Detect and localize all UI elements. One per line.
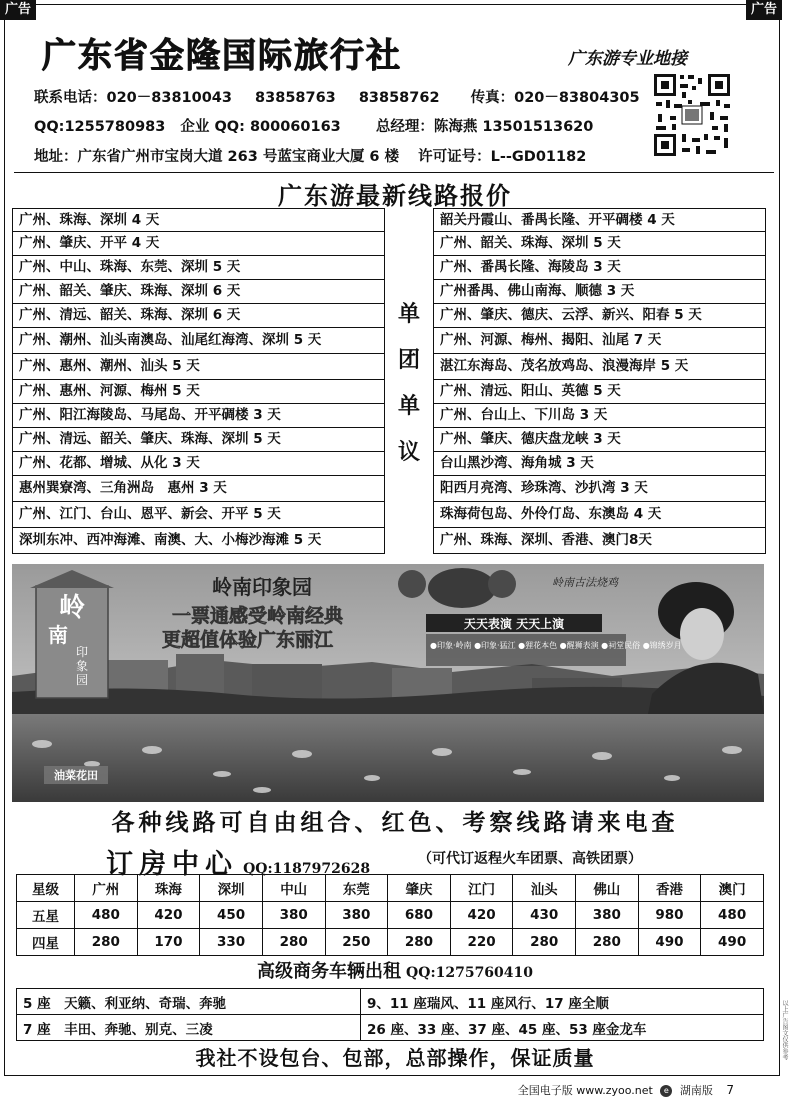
hotel-cell: 280 [513, 929, 576, 956]
hotel-cell: 220 [450, 929, 513, 956]
route-row: 广州、珠海、深圳 4 天 [12, 208, 385, 232]
route-row: 广州、惠州、河源、梅州 5 天 [12, 380, 385, 404]
hotel-cell: 490 [701, 929, 764, 956]
hotel-header-cell: 中山 [262, 875, 325, 902]
route-row: 深圳东冲、西冲海滩、南澳、大、小梅沙海滩 5 天 [12, 528, 385, 554]
routes-left-column [12, 208, 385, 554]
footer-logo-icon: e [660, 1085, 672, 1097]
route-row: 广州、肇庆、德庆盘龙峡 3 天 [433, 428, 766, 452]
hotel-cell: 680 [388, 902, 451, 929]
route-row: 广州、韶关、肇庆、珠海、深圳 6 天 [12, 280, 385, 304]
route-row: 广州、清远、韶关、肇庆、珠海、深圳 5 天 [12, 428, 385, 452]
hotel-header-cell: 星级 [17, 875, 75, 902]
hotel-header-cell: 汕头 [513, 875, 576, 902]
route-row: 广州、韶关、珠海、深圳 5 天 [433, 232, 766, 256]
route-row: 广州、中山、珠海、东莞、深圳 5 天 [12, 256, 385, 280]
hotel-cell: 480 [75, 902, 138, 929]
footer-site[interactable]: www.zyoo.net [576, 1084, 653, 1097]
hotel-cell: 380 [576, 902, 639, 929]
hotel-header-cell: 肇庆 [388, 875, 451, 902]
route-row: 广州、肇庆、开平 4 天 [12, 232, 385, 256]
contact-qq-line [34, 115, 593, 136]
qq-number: QQ:1255780983 [34, 119, 166, 135]
car-cell: 9、11 座瑞风、11 座风行、17 座全顺 [361, 989, 764, 1015]
price-label-char: 议 [397, 440, 420, 465]
tower-char: 象 [75, 659, 89, 673]
company-slogan: 广东游专业地接 [568, 49, 687, 69]
car-row [17, 989, 764, 1015]
banner-tagline-1: 一票通感受岭南经典 [172, 605, 344, 627]
route-row: 台山黑沙湾、海角城 3 天 [433, 452, 766, 476]
car-cell: 5 座 天籁、利亚纳、奇瑞、奔驰 [17, 989, 361, 1015]
hotel-qq: QQ:1187972628 [243, 861, 371, 877]
tower-char: 园 [75, 673, 89, 687]
banner-badge: 岭南古法烧鸡 [552, 576, 618, 589]
price-negotiable-label [385, 208, 433, 560]
contact-address-line [34, 145, 586, 166]
banner-tagline-2: 更超值体验广东丽江 [162, 629, 334, 651]
manager: 总经理：陈海燕 13501513620 [375, 119, 594, 135]
route-row: 广州、江门、台山、恩平、新会、开平 5 天 [12, 502, 385, 528]
footer-region: 湖南版 [679, 1084, 713, 1097]
fax-label: 传真： [470, 90, 515, 106]
hotel-cell: 330 [200, 929, 263, 956]
hotel-price-table [16, 874, 764, 956]
route-row: 广州、清远、阳山、英德 5 天 [433, 380, 766, 404]
car-cell: 26 座、33 座、37 座、45 座、53 座金龙车 [361, 1015, 764, 1041]
hotel-cell: 280 [262, 929, 325, 956]
hotel-header-cell: 香港 [638, 875, 701, 902]
car-row [17, 1015, 764, 1041]
ad-tag-left: 广告 [0, 0, 36, 20]
hotel-cell: 380 [325, 902, 388, 929]
route-row: 惠州巽寮湾、三角洲岛 惠州 3 天 [12, 476, 385, 502]
route-row: 广州、阳江海陵岛、马尾岛、开平碉楼 3 天 [12, 404, 385, 428]
lingnan-park-advertisement-image [12, 564, 764, 802]
tower-char: 印 [75, 645, 89, 659]
price-label-char: 单 [397, 302, 420, 327]
route-row: 广州、番禺长隆、海陵岛 3 天 [433, 256, 766, 280]
route-row: 广州、清远、韶关、珠海、深圳 6 天 [12, 304, 385, 328]
route-row: 广州、肇庆、德庆、云浮、新兴、阳春 5 天 [433, 304, 766, 328]
route-row: 广州、惠州、潮州、汕头 5 天 [12, 354, 385, 380]
hotel-header-cell: 东莞 [325, 875, 388, 902]
license: 许可证号：L--GD01182 [418, 149, 587, 165]
hotel-header-cell: 澳门 [701, 875, 764, 902]
car-cell: 7 座 丰田、奔驰、别克、三凌 [17, 1015, 361, 1041]
car-rental-header [0, 957, 790, 983]
footer-edition: 全国电子版 [517, 1084, 573, 1097]
hotel-cell: 280 [388, 929, 451, 956]
route-row: 广州、花都、增城、从化 3 天 [12, 452, 385, 476]
hotel-header-cell: 佛山 [576, 875, 639, 902]
header-divider [14, 172, 774, 173]
hotel-cell: 170 [137, 929, 200, 956]
hotel-cell: 五星 [17, 902, 75, 929]
price-label-char: 单 [397, 394, 420, 419]
hotel-cell: 430 [513, 902, 576, 929]
banner-flower-label: 油菜花田 [54, 769, 98, 782]
hotel-header-row [17, 875, 764, 902]
car-rental-title: 高级商务车辆出租 [256, 961, 401, 982]
enterprise-qq: 企业 QQ: 800060163 [180, 119, 341, 135]
tower-char: 南 [48, 623, 68, 647]
hotel-cell: 280 [75, 929, 138, 956]
hotel-cell: 380 [262, 902, 325, 929]
combo-route-note: 各种线路可自由组合、红色、考察线路请来电查 [111, 810, 679, 836]
price-label-char: 团 [397, 348, 420, 373]
contact-phone-line [34, 86, 640, 107]
hotel-cell: 280 [576, 929, 639, 956]
hotel-header-cell: 珠海 [137, 875, 200, 902]
fax-number: 020－83804305 [514, 90, 640, 106]
hotel-cell: 490 [638, 929, 701, 956]
phone-main: 020－83810043 [106, 90, 232, 106]
route-row: 珠海荷包岛、外伶仃岛、东澳岛 4 天 [433, 502, 766, 528]
tower-char: 岭 [58, 593, 86, 623]
car-rental-qq: QQ:1275760410 [406, 965, 534, 981]
side-disclaimer: 以上广告图文仅供参考 [781, 1000, 788, 1060]
hotel-header-cell: 深圳 [200, 875, 263, 902]
address: 地址：广东省广州市宝岗大道 263 号蓝宝商业大厦 6 楼 [34, 149, 400, 165]
banner-brand: 岭南印象园 [212, 575, 312, 599]
qr-code-icon[interactable] [652, 72, 732, 158]
phone-label: 联系电话： [34, 90, 107, 106]
routes-table [12, 208, 766, 560]
quality-slogan: 我社不设包台、包部，总部操作，保证质量 [195, 1046, 595, 1070]
hotel-cell: 480 [701, 902, 764, 929]
ad-tag-right: 广告 [746, 0, 782, 20]
phone-3: 83858762 [358, 90, 440, 106]
hotel-title: 订房中心 [106, 849, 238, 880]
route-row: 广州番禺、佛山南海、顺德 3 天 [433, 280, 766, 304]
route-row: 广州、河源、梅州、揭阳、汕尾 7 天 [433, 328, 766, 354]
route-row: 阳西月亮湾、珍珠湾、沙扒湾 3 天 [433, 476, 766, 502]
page-footer [518, 1082, 734, 1098]
phone-2: 83858763 [255, 90, 336, 106]
hotel-header-cell: 江门 [450, 875, 513, 902]
routes-title: 广东游最新线路报价 [278, 182, 512, 210]
hotel-cell: 250 [325, 929, 388, 956]
page-number: 7 [726, 1083, 734, 1097]
route-row: 湛江东海岛、茂名放鸡岛、浪漫海岸 5 天 [433, 354, 766, 380]
route-row: 韶关丹霞山、番禺长隆、开平碉楼 4 天 [433, 208, 766, 232]
company-name: 广东省金隆国际旅行社 [42, 36, 402, 76]
hotel-cell: 420 [450, 902, 513, 929]
hotel-row-four-star [17, 929, 764, 956]
car-rental-table [16, 988, 764, 1041]
route-row: 广州、台山上、下川岛 3 天 [433, 404, 766, 428]
banner-promo: 天天表演 天天上演 [463, 617, 565, 631]
hotel-cell: 四星 [17, 929, 75, 956]
hotel-row-five-star [17, 902, 764, 929]
hotel-cell: 450 [200, 902, 263, 929]
hotel-cell: 980 [638, 902, 701, 929]
hotel-header-cell: 广州 [75, 875, 138, 902]
hotel-note: （可代订返程火车团票、高铁团票） [418, 851, 642, 867]
hotel-cell: 420 [137, 902, 200, 929]
route-row: 广州、潮州、汕头南澳岛、汕尾红海湾、深圳 5 天 [12, 328, 385, 354]
route-row: 广州、珠海、深圳、香港、澳门8天 [433, 528, 766, 554]
banner-promo-items: ●印象·岭南 ●印象·猛江 ●狸花本色 ●醒狮表演 ●祠堂民俗 ●锦绣岁月 [430, 641, 682, 650]
routes-right-column [433, 208, 766, 554]
